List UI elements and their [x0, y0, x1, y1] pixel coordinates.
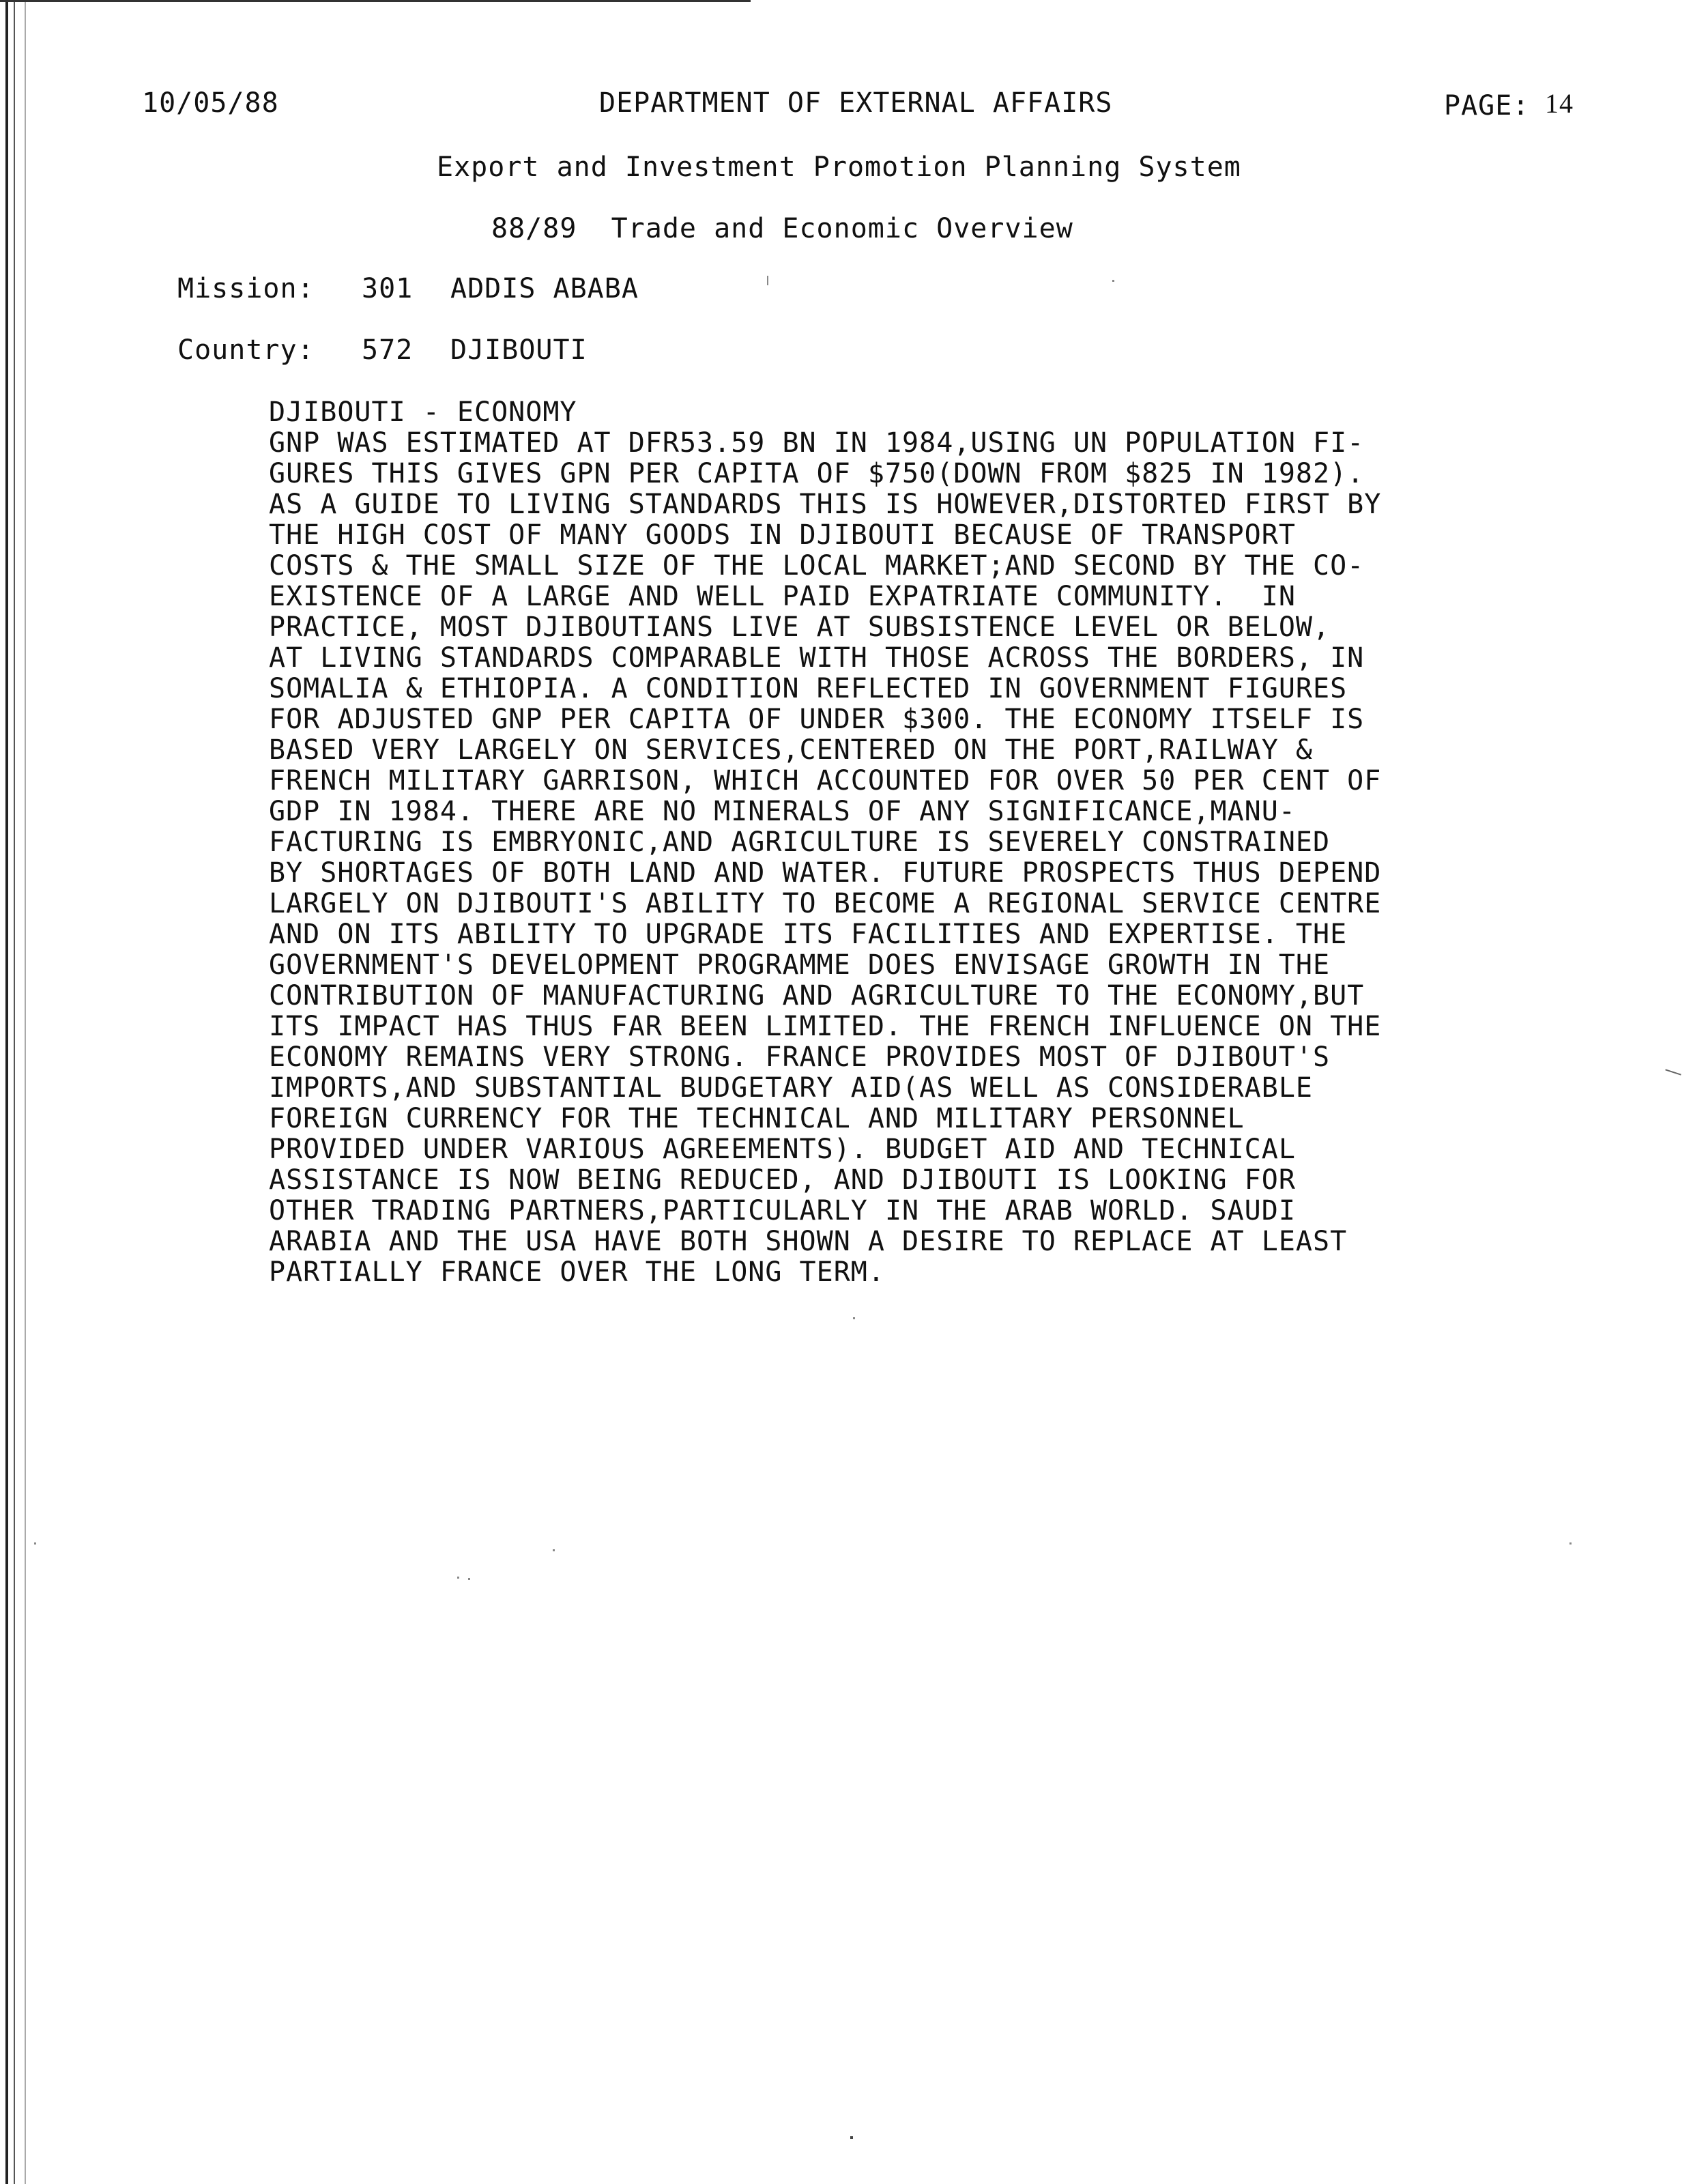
scan-speck — [853, 1317, 855, 1319]
scan-speck — [1665, 1069, 1681, 1075]
body-line: IMPORTS,AND SUBSTANTIAL BUDGETARY AID(AS WELL AS CONSIDERABLE — [269, 1072, 1314, 1104]
mission-code: 301 — [362, 273, 414, 304]
body-line: BY SHORTAGES OF BOTH LAND AND WATER. FUTURE PROSPECTS THUS DEPEND — [269, 857, 1382, 889]
body-line: AND ON ITS ABILITY TO UPGRADE ITS FACILITIES AND EXPERTISE. THE — [269, 919, 1348, 950]
binding-line — [5, 0, 8, 2184]
body-line: ITS IMPACT HAS THUS FAR BEEN LIMITED. THE FRENCH INFLUENCE ON THE — [269, 1011, 1382, 1042]
body-line: AS A GUIDE TO LIVING STANDARDS THIS IS HOWEVER,DISTORTED FIRST BY — [269, 489, 1382, 520]
overview-title: 88/89 Trade and Economic Overview — [491, 213, 1073, 244]
body-line: GNP WAS ESTIMATED AT DFR53.59 BN IN 1984,USING UN POPULATION FI- — [269, 427, 1365, 459]
department-name: DEPARTMENT OF EXTERNAL AFFAIRS — [599, 87, 1113, 119]
body-line: FOR ADJUSTED GNP PER CAPITA OF UNDER $300. THE ECONOMY ITSELF IS — [269, 704, 1365, 735]
binding-line — [25, 0, 26, 2184]
body-line: OTHER TRADING PARTNERS,PARTICULARLY IN THE ARAB WORLD. SAUDI — [269, 1195, 1296, 1226]
country-code: 572 — [362, 334, 414, 366]
scan-speck — [34, 1542, 36, 1544]
scan-speck — [767, 276, 768, 285]
scan-binding-edge — [0, 0, 41, 2184]
body-line: PROVIDED UNDER VARIOUS AGREEMENTS). BUDGET AID AND TECHNICAL — [269, 1134, 1296, 1165]
body-line: FACTURING IS EMBRYONIC,AND AGRICULTURE IS SEVERELY CONSTRAINED — [269, 827, 1331, 858]
scan-speck — [553, 1549, 555, 1551]
mission-label: Mission: — [177, 273, 315, 304]
section-heading: DJIBOUTI - ECONOMY — [269, 397, 577, 428]
scan-speck — [1112, 280, 1114, 282]
page-label: PAGE: — [1444, 90, 1530, 121]
body-line: ARABIA AND THE USA HAVE BOTH SHOWN A DESIRE TO REPLACE AT LEAST — [269, 1226, 1348, 1257]
scan-speck — [457, 1577, 459, 1579]
body-line: GDP IN 1984. THERE ARE NO MINERALS OF ANY SIGNIFICANCE,MANU- — [269, 796, 1296, 827]
body-line: GOVERNMENT'S DEVELOPMENT PROGRAMME DOES ENVISAGE GROWTH IN THE — [269, 949, 1331, 981]
body-line: PRACTICE, MOST DJIBOUTIANS LIVE AT SUBSISTENCE LEVEL OR BELOW, — [269, 612, 1331, 643]
body-line: EXISTENCE OF A LARGE AND WELL PAID EXPATRIATE COMMUNITY. IN — [269, 581, 1296, 612]
body-line: FOREIGN CURRENCY FOR THE TECHNICAL AND MILITARY PERSONNEL — [269, 1103, 1245, 1134]
body-line: BASED VERY LARGELY ON SERVICES,CENTERED ON THE PORT,RAILWAY & — [269, 734, 1314, 766]
body-line: LARGELY ON DJIBOUTI'S ABILITY TO BECOME A REGIONAL SERVICE CENTRE — [269, 888, 1382, 919]
body-line: PARTIALLY FRANCE OVER THE LONG TERM. — [269, 1256, 885, 1288]
scan-top-edge — [0, 0, 751, 2]
system-title: Export and Investment Promotion Planning System — [437, 152, 1241, 183]
mission-name: ADDIS ABABA — [450, 273, 639, 304]
report-date: 10/05/88 — [142, 87, 279, 119]
scan-speck — [1569, 1542, 1572, 1544]
body-line: THE HIGH COST OF MANY GOODS IN DJIBOUTI BECAUSE OF TRANSPORT — [269, 519, 1296, 551]
body-line: ASSISTANCE IS NOW BEING REDUCED, AND DJIBOUTI IS LOOKING FOR — [269, 1164, 1296, 1196]
country-row — [177, 334, 588, 366]
body-line: COSTS & THE SMALL SIZE OF THE LOCAL MARKET;AND SECOND BY THE CO- — [269, 550, 1365, 581]
page-number: 14 — [1545, 88, 1574, 119]
body-line: CONTRIBUTION OF MANUFACTURING AND AGRICULTURE TO THE ECONOMY,BUT — [269, 980, 1365, 1011]
mission-row — [177, 273, 639, 304]
economy-section — [269, 397, 1552, 1288]
body-line: GURES THIS GIVES GPN PER CAPITA OF $750(DOWN FROM $825 IN 1982). — [269, 458, 1365, 489]
body-line: AT LIVING STANDARDS COMPARABLE WITH THOSE ACROSS THE BORDERS, IN — [269, 642, 1365, 674]
country-name: DJIBOUTI — [450, 334, 588, 366]
binding-line — [14, 0, 15, 2184]
body-line: SOMALIA & ETHIOPIA. A CONDITION REFLECTED IN GOVERNMENT FIGURES — [269, 673, 1348, 704]
country-label: Country: — [177, 334, 315, 366]
scan-speck — [468, 1578, 470, 1580]
body-line: ECONOMY REMAINS VERY STRONG. FRANCE PROVIDES MOST OF DJIBOUT'S — [269, 1041, 1331, 1073]
scan-speck — [850, 2136, 853, 2139]
body-line: FRENCH MILITARY GARRISON, WHICH ACCOUNTED FOR OVER 50 PER CENT OF — [269, 765, 1382, 796]
